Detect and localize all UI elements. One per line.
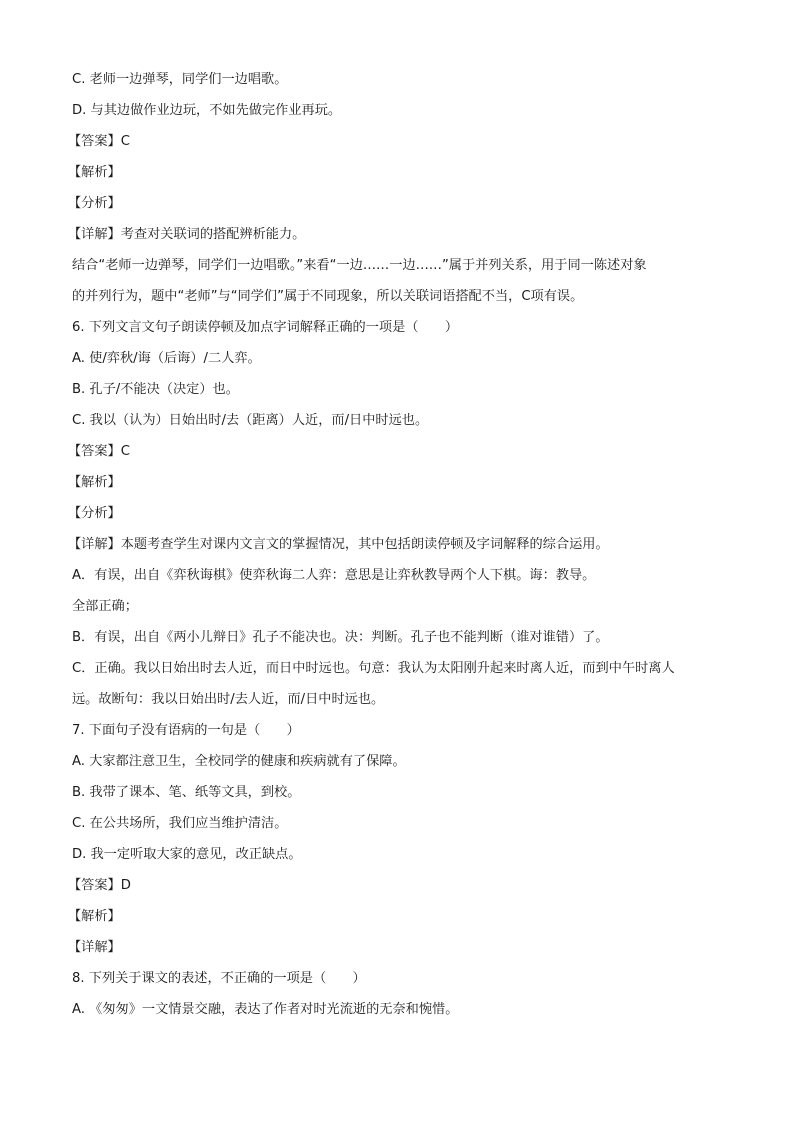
explanation-line: C．正确。我以日始出时去人近，而日中时远也。句意：我认为太阳刚升起来时离人近，而到中午时离人 — [72, 661, 675, 676]
explanation-line: 远。故断句：我以日始出时/去人近，而/日中时远也。 — [72, 692, 385, 707]
question-6-title: 6. 下列文言文句子朗读停顿及加点字词解释正确的一项是（ ） — [72, 320, 459, 335]
detail-line: 【详解】考查对关联词的搭配辨析能力。 — [68, 227, 306, 242]
analysis-heading: 【解析】 — [68, 909, 121, 924]
option-a-line: A. 使/弈秋/诲（后诲）/二人弈。 — [72, 351, 261, 366]
option-b-line: B. 我带了课本、笔、纸等文具，到校。 — [72, 785, 301, 800]
option-d-line: D. 与其边做作业边玩，不如先做完作业再玩。 — [72, 103, 342, 118]
option-d-line: D. 我一定听取大家的意见，改正缺点。 — [72, 847, 302, 862]
fenxi-heading: 【分析】 — [68, 506, 121, 521]
option-c-line: C. 在公共场所，我们应当维护清洁。 — [72, 816, 288, 831]
question-7-title: 7. 下面句子没有语病的一句是（ ） — [72, 723, 300, 738]
option-a-line: A. 大家都注意卫生，全校同学的健康和疾病就有了保障。 — [72, 754, 406, 769]
analysis-heading: 【解析】 — [68, 475, 121, 490]
answer-line: 【答案】C — [68, 134, 130, 149]
question-8-title: 8. 下列关于课文的表述，不正确的一项是（ ） — [72, 971, 366, 986]
option-c-line: C. 我以（认为）日始出时/去（距离）人近，而/日中时远也。 — [72, 413, 429, 428]
explanation-line: A．有误，出自《弈秋诲棋》使弈秋诲二人弈：意思是让弈秋教导两个人下棋。诲：教导。 — [72, 568, 596, 583]
analysis-heading: 【解析】 — [68, 165, 121, 180]
option-a-line: A. 《匆匆》一文情景交融，表达了作者对时光流逝的无奈和惋惜。 — [72, 1002, 459, 1017]
explanation-line: 结合“老师一边弹琴，同学们一边唱歌。”来看“一边……一边……”属于并列关系，用于同一陈述对象 — [72, 258, 647, 273]
explanation-line: 全部正确； — [72, 599, 138, 614]
explanation-line: 的并列行为，题中“老师”与“同学们”属于不同现象，所以关联词语搭配不当，C项有误。 — [72, 289, 584, 304]
answer-line: 【答案】D — [68, 878, 131, 893]
fenxi-heading: 【分析】 — [68, 196, 121, 211]
option-b-line: B. 孔子/不能决（决定）也。 — [72, 382, 239, 397]
detail-line: 【详解】本题考查学生对课内文言文的掌握情况，其中包括朗读停顿及字词解释的综合运用。 — [68, 537, 609, 552]
explanation-line: B．有误，出自《两小儿辩日》孔子不能决也。决：判断。孔子也不能判断（谁对谁错）了。 — [72, 630, 609, 645]
detail-heading: 【详解】 — [68, 940, 121, 955]
document-body — [68, 64, 722, 1025]
option-c-line: C. 老师一边弹琴，同学们一边唱歌。 — [72, 72, 288, 87]
answer-line: 【答案】C — [68, 444, 130, 459]
